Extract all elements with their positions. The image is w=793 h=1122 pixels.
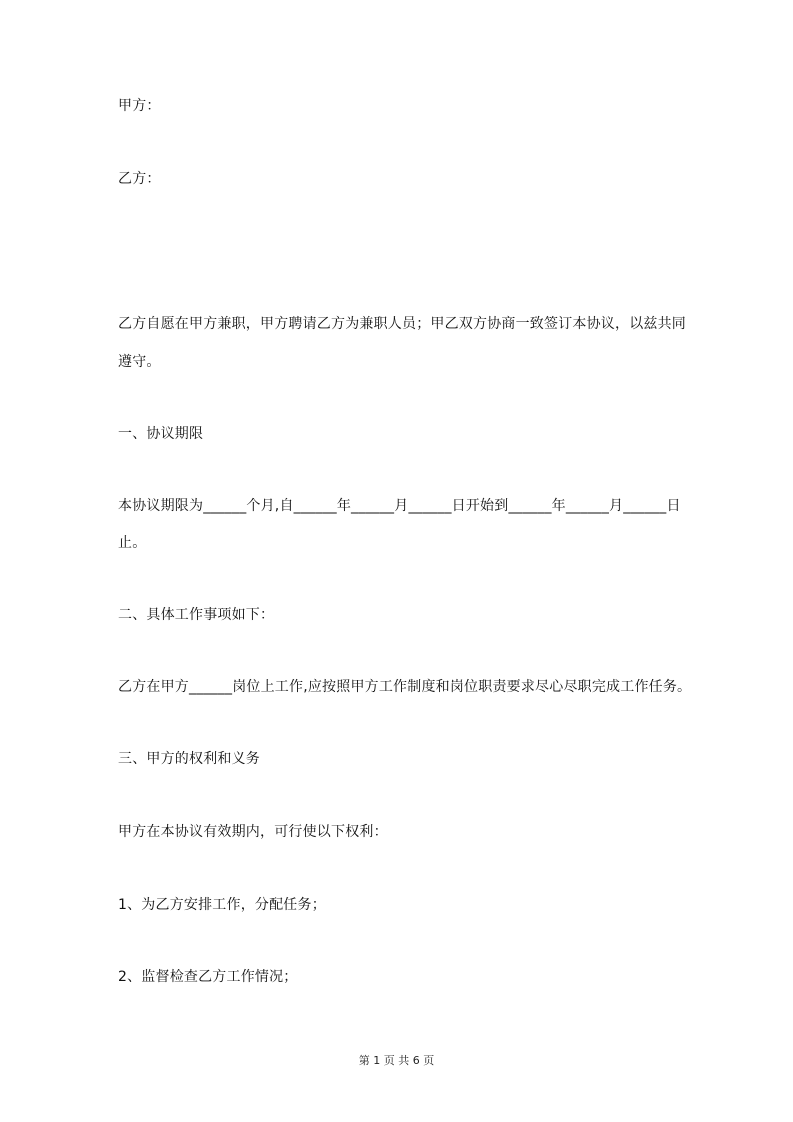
list-item-2: 2、监督检查乙方工作情况； — [118, 969, 298, 985]
section-2-title: 二、具体工作事项如下： — [118, 607, 275, 623]
section-3-intro: 甲方在本协议有效期内，可行使以下权利： — [118, 824, 388, 840]
list-item-1: 1、为乙方安排工作，分配任务； — [118, 897, 326, 913]
section-1-title: 一、协议期限 — [118, 426, 204, 442]
intro-paragraph-line-1: 乙方自愿在甲方兼职，甲方聘请乙方为兼职人员；甲乙双方协商一致签订本协议，以兹共同 — [118, 316, 686, 332]
intro-paragraph-line-2: 遵守。 — [118, 354, 161, 370]
section-2-body: 乙方在甲方______岗位上工作,应按照甲方工作制度和岗位职责要求尽心尽职完成工作任务。 — [118, 679, 692, 695]
section-3-title: 三、甲方的权利和义务 — [118, 751, 260, 767]
page-number-footer: 第 1 页 共 6 页 — [358, 1054, 435, 1067]
party-a-label: 甲方： — [118, 98, 161, 114]
party-b-label: 乙方： — [118, 171, 161, 187]
section-1-body-line-2: 止。 — [118, 535, 147, 551]
section-1-body-line-1: 本协议期限为______个月,自______年______月______日开始到______年______月______日 — [118, 498, 681, 514]
